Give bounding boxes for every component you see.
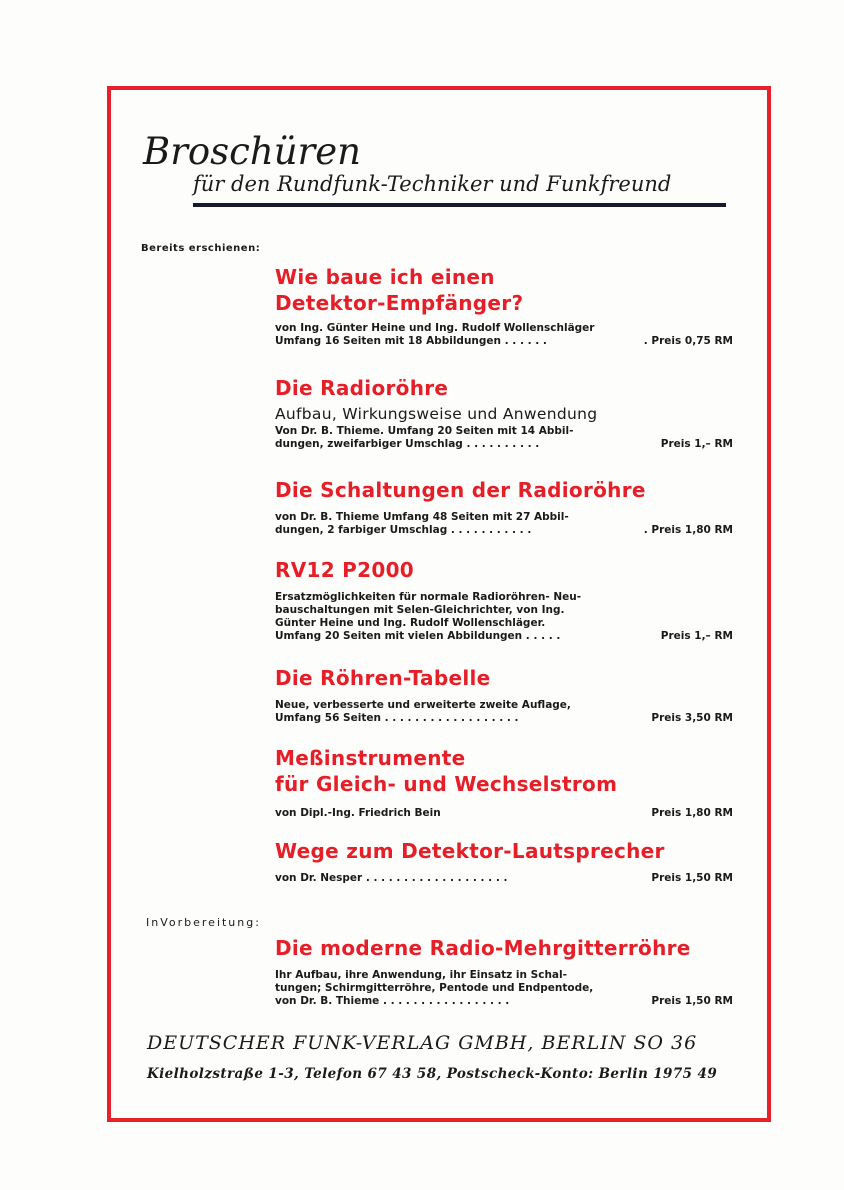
booklet-price: Preis 1,50 RM [651, 872, 733, 884]
title-underline [193, 203, 726, 207]
booklet-title: Die moderne Radio-Mehrgitterröhre [275, 936, 691, 960]
page-title: Broschüren [143, 130, 361, 173]
booklet-description: von Dipl.-Ing. Friedrich Bein [275, 807, 441, 819]
booklet-subheading: Aufbau, Wirkungsweise und Anwendung [275, 405, 598, 423]
booklet-entry [275, 838, 733, 885]
booklet-entry [275, 557, 733, 643]
booklet-title: Die Radioröhre [275, 376, 449, 400]
booklet-price: . Preis 1,80 RM [643, 524, 733, 536]
booklet-title: RV12 P2000 [275, 558, 414, 582]
page-subtitle: für den Rundfunk-Techniker und Funkfreund [193, 172, 672, 196]
booklet-entry [275, 375, 733, 451]
section-label-upcoming: InVorbereitung: [146, 916, 261, 929]
booklet-price: Preis 3,50 RM [651, 712, 733, 724]
booklet-description: von Dr. Nesper . . . . . . . . . . . . . . . . . . . [275, 872, 508, 884]
booklet-price: Preis 1,– RM [660, 630, 733, 642]
booklet-price: Preis 1,80 RM [651, 807, 733, 819]
booklet-price: . Preis 0,75 RM [643, 335, 733, 347]
booklet-description: Ersatzmöglichkeiten für normale Radioröhren- Neu- bauschaltungen mit Selen-Gleichrichter, von Ing. Günter Heine und Ing. Rudolf Wollenschläger. Umfang 20 Seiten mit vielen Abbildungen . . . . . [275, 591, 582, 642]
booklet-description: von Ing. Günter Heine und Ing. Rudolf Wollenschläger Umfang 16 Seiten mit 18 Abbildungen . . . . . . [275, 322, 595, 347]
booklet-title: Wie baue ich einen Detektor-Empfänger? [275, 265, 524, 315]
booklet-price: Preis 1,– RM [660, 438, 733, 450]
booklet-description: Ihr Aufbau, ihre Anwendung, ihr Einsatz in Schal- tungen; Schirmgitterröhre, Pentode und Endpentode, von Dr. B. Thieme . . . . . . . . . . . . . . . . . [275, 969, 594, 1007]
publisher-address: Kielholzstraße 1-3, Telefon 67 43 58, Postscheck-Konto: Berlin 1975 49 [147, 1066, 718, 1082]
booklet-description: Von Dr. B. Thieme. Umfang 20 Seiten mit 14 Abbil- dungen, zweifarbiger Umschlag . . . . . . . . . . [275, 425, 574, 450]
booklet-title: Die Schaltungen der Radioröhre [275, 478, 646, 502]
booklet-price: Preis 1,50 RM [651, 995, 733, 1007]
booklet-entry [275, 264, 733, 348]
booklet-entry [275, 745, 733, 820]
publisher-name: DEUTSCHER FUNK-VERLAG GMBH, BERLIN SO 36 [147, 1032, 698, 1054]
booklet-entry [275, 477, 733, 537]
booklet-entry [275, 935, 733, 1008]
booklet-title: Wege zum Detektor-Lautsprecher [275, 839, 665, 863]
booklet-description: von Dr. B. Thieme Umfang 48 Seiten mit 27 Abbil- dungen, 2 farbiger Umschlag . . . . . . . . . . . [275, 511, 569, 536]
booklet-entry [275, 665, 733, 725]
booklet-title: Die Röhren-Tabelle [275, 666, 491, 690]
booklet-title: Meßinstrumente für Gleich- und Wechselstrom [275, 746, 618, 796]
booklet-description: Neue, verbesserte und erweiterte zweite Auflage, Umfang 56 Seiten . . . . . . . . . . . . . . . . . . [275, 699, 571, 724]
section-label-published: Bereits erschienen: [141, 243, 261, 254]
